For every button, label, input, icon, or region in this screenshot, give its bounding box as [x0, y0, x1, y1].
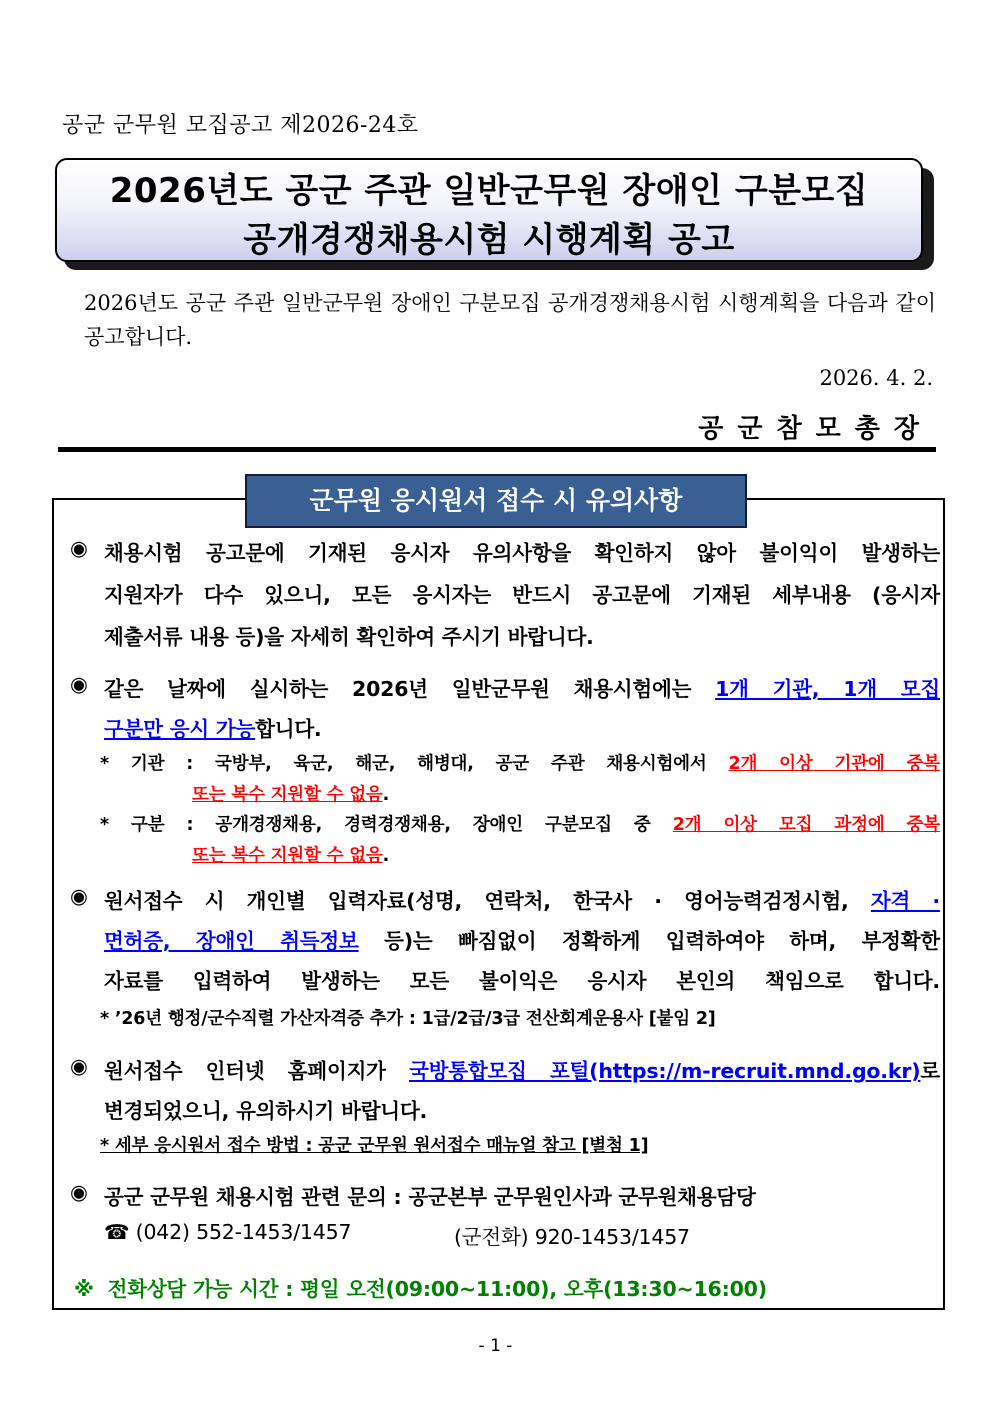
consultation-hours-text: 전화상담 가능 시간 : 평일 오전(09:00~11:00), 오후(13:30~16:00) [107, 1277, 767, 1301]
item2-line2 [104, 712, 322, 742]
intro-paragraph: 2026년도 공군 주관 일반군무원 장애인 구분모집 공개경쟁채용시험 시행계획을 다음과 같이 공고합니다. [84, 291, 936, 349]
phone-icon: ☎ [104, 1220, 130, 1244]
caution-heading: 군무원 응시원서 접수 시 유의사항 [245, 474, 747, 528]
item3-note: * ’26년 행정/군수직렬 가산자격증 추가 : 1급/2급/3급 전산회계운용사 [붙임 2] [100, 1009, 716, 1029]
item4-note: * 세부 응시원서 접수 방법 : 공군 군무원 원서접수 매뉴얼 참고 [별첨 1] [100, 1136, 649, 1156]
contact-phone: (042) 552-1453/1457 [135, 1220, 352, 1244]
item2-line1-text: 같은 날짜에 실시하는 2026년 일반군무원 채용시험에는 [104, 677, 716, 701]
item1-line2: 지원자가 다수 있으니, 모든 응시자는 반드시 공고문에 기재된 세부내용 (응시자 [104, 583, 940, 607]
item2-one-category-highlight: 구분만 응시 가능 [104, 717, 256, 741]
caution-content [52, 498, 945, 1310]
item2-note2-warning: 2개 이상 모집 과정에 중복 [672, 815, 940, 835]
bullet-icon: ◉ [70, 1180, 88, 1204]
item1-line1: 채용시험 공고문에 기재된 응시자 유의사항을 확인하지 않아 불이익이 발생하는 [104, 541, 940, 565]
item4-line1 [104, 1054, 940, 1084]
contact-phone-line [104, 1220, 351, 1244]
notice-number: 공군 군무원 모집공고 제2026-24호 [62, 113, 419, 138]
item2-note2-warning-cont: 또는 복수 지원할 수 없음 [192, 846, 383, 866]
item2-note2-text: * 구분 : 공개경쟁채용, 경력경쟁채용, 장애인 구분모집 중 [100, 815, 673, 835]
item1-line3: 제출서류 내용 등)을 자세히 확인하여 주시기 바랍니다. [104, 625, 594, 649]
issuer-name: 공군참모총장 [698, 414, 933, 444]
title-line-1: 2026년도 공군 주관 일반군무원 장애인 구분모집 [109, 171, 869, 211]
item2-note1-text: * 기관 : 국방부, 육군, 해군, 해병대, 공군 주관 채용시험에서 [100, 754, 729, 774]
item2-note1-cont [192, 781, 389, 806]
bullet-icon: ◉ [70, 1054, 88, 1078]
bullet-icon: ◉ [70, 672, 88, 696]
item2-note1-period: . [382, 785, 390, 805]
item2-note1-warning: 2개 이상 기관에 중복 [728, 754, 940, 774]
consultation-hours [74, 1272, 767, 1302]
header-divider [58, 447, 936, 452]
item4-line1-tail: 로 [920, 1059, 941, 1083]
bullet-icon: ◉ [70, 536, 88, 560]
title-line-2: 공개경쟁채용시험 시행계획 공고 [243, 220, 735, 260]
item3-license-highlight: 자격 · [870, 889, 940, 913]
item3-line1-text: 원서접수 시 개인별 입력자료(성명, 연락처, 한국사 · 영어능력검정시험, [104, 889, 871, 913]
title-box [55, 158, 923, 262]
item3-line3: 자료를 입력하여 발생하는 모든 불이익은 응시자 본인의 책임으로 합니다. [104, 969, 940, 993]
contact-military-phone: (군전화) 920-1453/1457 [454, 1225, 690, 1249]
item2-line2-text: 합니다. [255, 717, 322, 741]
item3-line2 [104, 924, 940, 954]
item3-line1 [104, 884, 940, 914]
item2-note1-warning-cont: 또는 복수 지원할 수 없음 [192, 785, 383, 805]
page-number: - 1 - [478, 1336, 513, 1356]
bullet-icon: ◉ [70, 884, 88, 908]
item2-note2-period: . [382, 846, 390, 866]
item3-line2-text: 등)는 빠짐없이 정확하게 입력하여야 하며, 부정확한 [358, 929, 940, 953]
item2-one-agency-highlight: 1개 기관, 1개 모집 [715, 677, 940, 701]
recruit-portal-link[interactable]: 국방통합모집 포털(https://m-recruit.mnd.go.kr) [409, 1059, 921, 1083]
item3-disability-info-highlight: 면허증, 장애인 취득정보 [104, 929, 359, 953]
item4-line2: 변경되었으니, 유의하시기 바랍니다. [104, 1099, 428, 1123]
reference-mark-icon: ※ [74, 1277, 94, 1301]
announcement-date: 2026. 4. 2. [819, 366, 933, 390]
item4-line1-text: 원서접수 인터넷 홈페이지가 [104, 1059, 410, 1083]
item2-note1 [100, 750, 940, 775]
item2-note2 [100, 811, 940, 836]
item5-line1: 공군 군무원 채용시험 관련 문의 : 공군본부 군무원인사과 군무원채용담당 [104, 1185, 756, 1209]
item2-note2-cont [192, 842, 389, 867]
item2-line1 [104, 672, 940, 702]
